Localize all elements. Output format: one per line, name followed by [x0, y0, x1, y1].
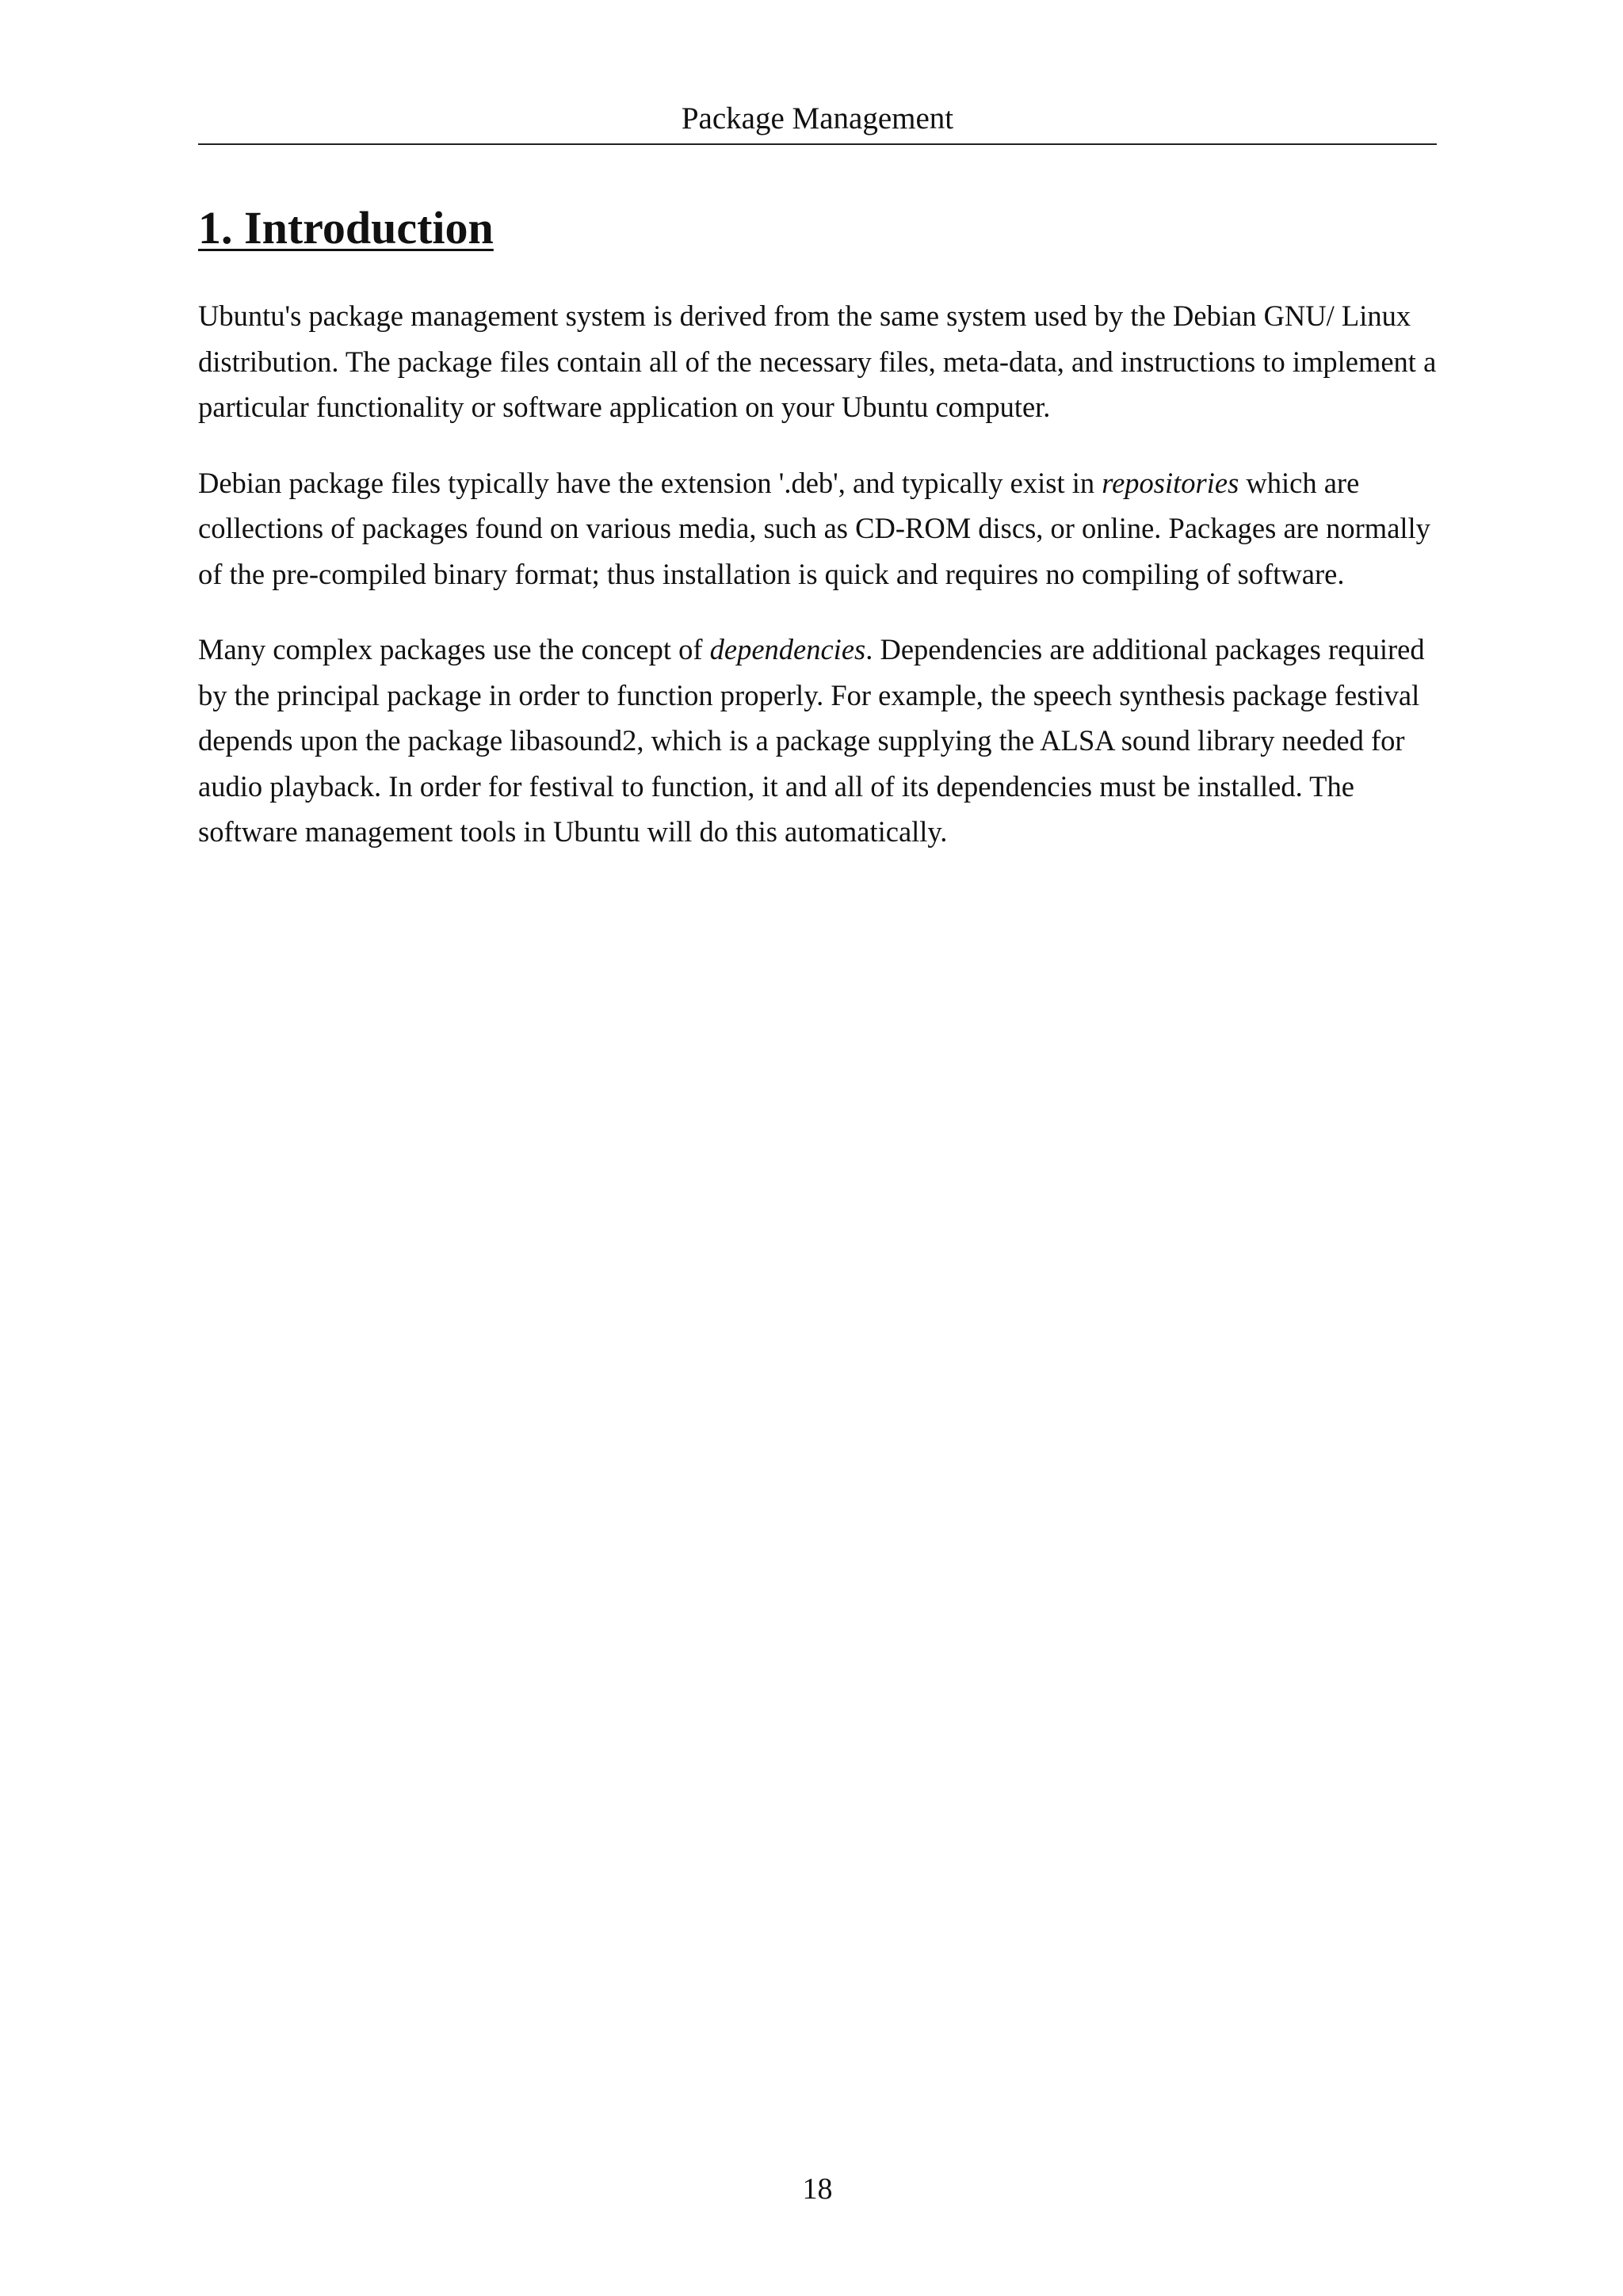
paragraph-text: Ubuntu's package management system is derived from the same system used by the Debian GNU/ Linux distribution. The package files contain all of the necessary files, meta-data, and instructions to implement a particular functionality or software application on your Ubuntu computer. [198, 299, 1437, 423]
paragraph-deb-files [198, 460, 1437, 597]
paragraph-text-before: Many complex packages use the concept of [198, 633, 710, 666]
paragraph-dependencies [198, 627, 1437, 855]
paragraph-text-after: . Dependencies are additional packages required by the principal package in order to function properly. For example, the speech synthesis package festival depends upon the package libasound2, which is a package supplying the ALSA sound library needed for audio playback. In order for festival to function, it and all of its dependencies must be installed. The software management tools in Ubuntu will do this automatically. [198, 633, 1425, 848]
page-content [198, 198, 1437, 855]
header-divider [198, 143, 1437, 145]
section-title: 1. Introduction [198, 202, 494, 254]
paragraph-package-system [198, 293, 1437, 430]
term-dependencies: dependencies [709, 633, 866, 666]
page-number: 18 [802, 2172, 833, 2206]
running-header: Package Management [681, 101, 954, 135]
term-repositories: repositories [1102, 466, 1239, 499]
paragraph-text-after: which are collections of packages found on various media, such as CD-ROM discs, or online. Packages are normally of the pre-compiled binary format; thus installation is quick and requires no compiling of software. [198, 466, 1430, 590]
paragraph-text-before: Debian package files typically have the extension '.deb', and typically exist in [198, 466, 1102, 499]
